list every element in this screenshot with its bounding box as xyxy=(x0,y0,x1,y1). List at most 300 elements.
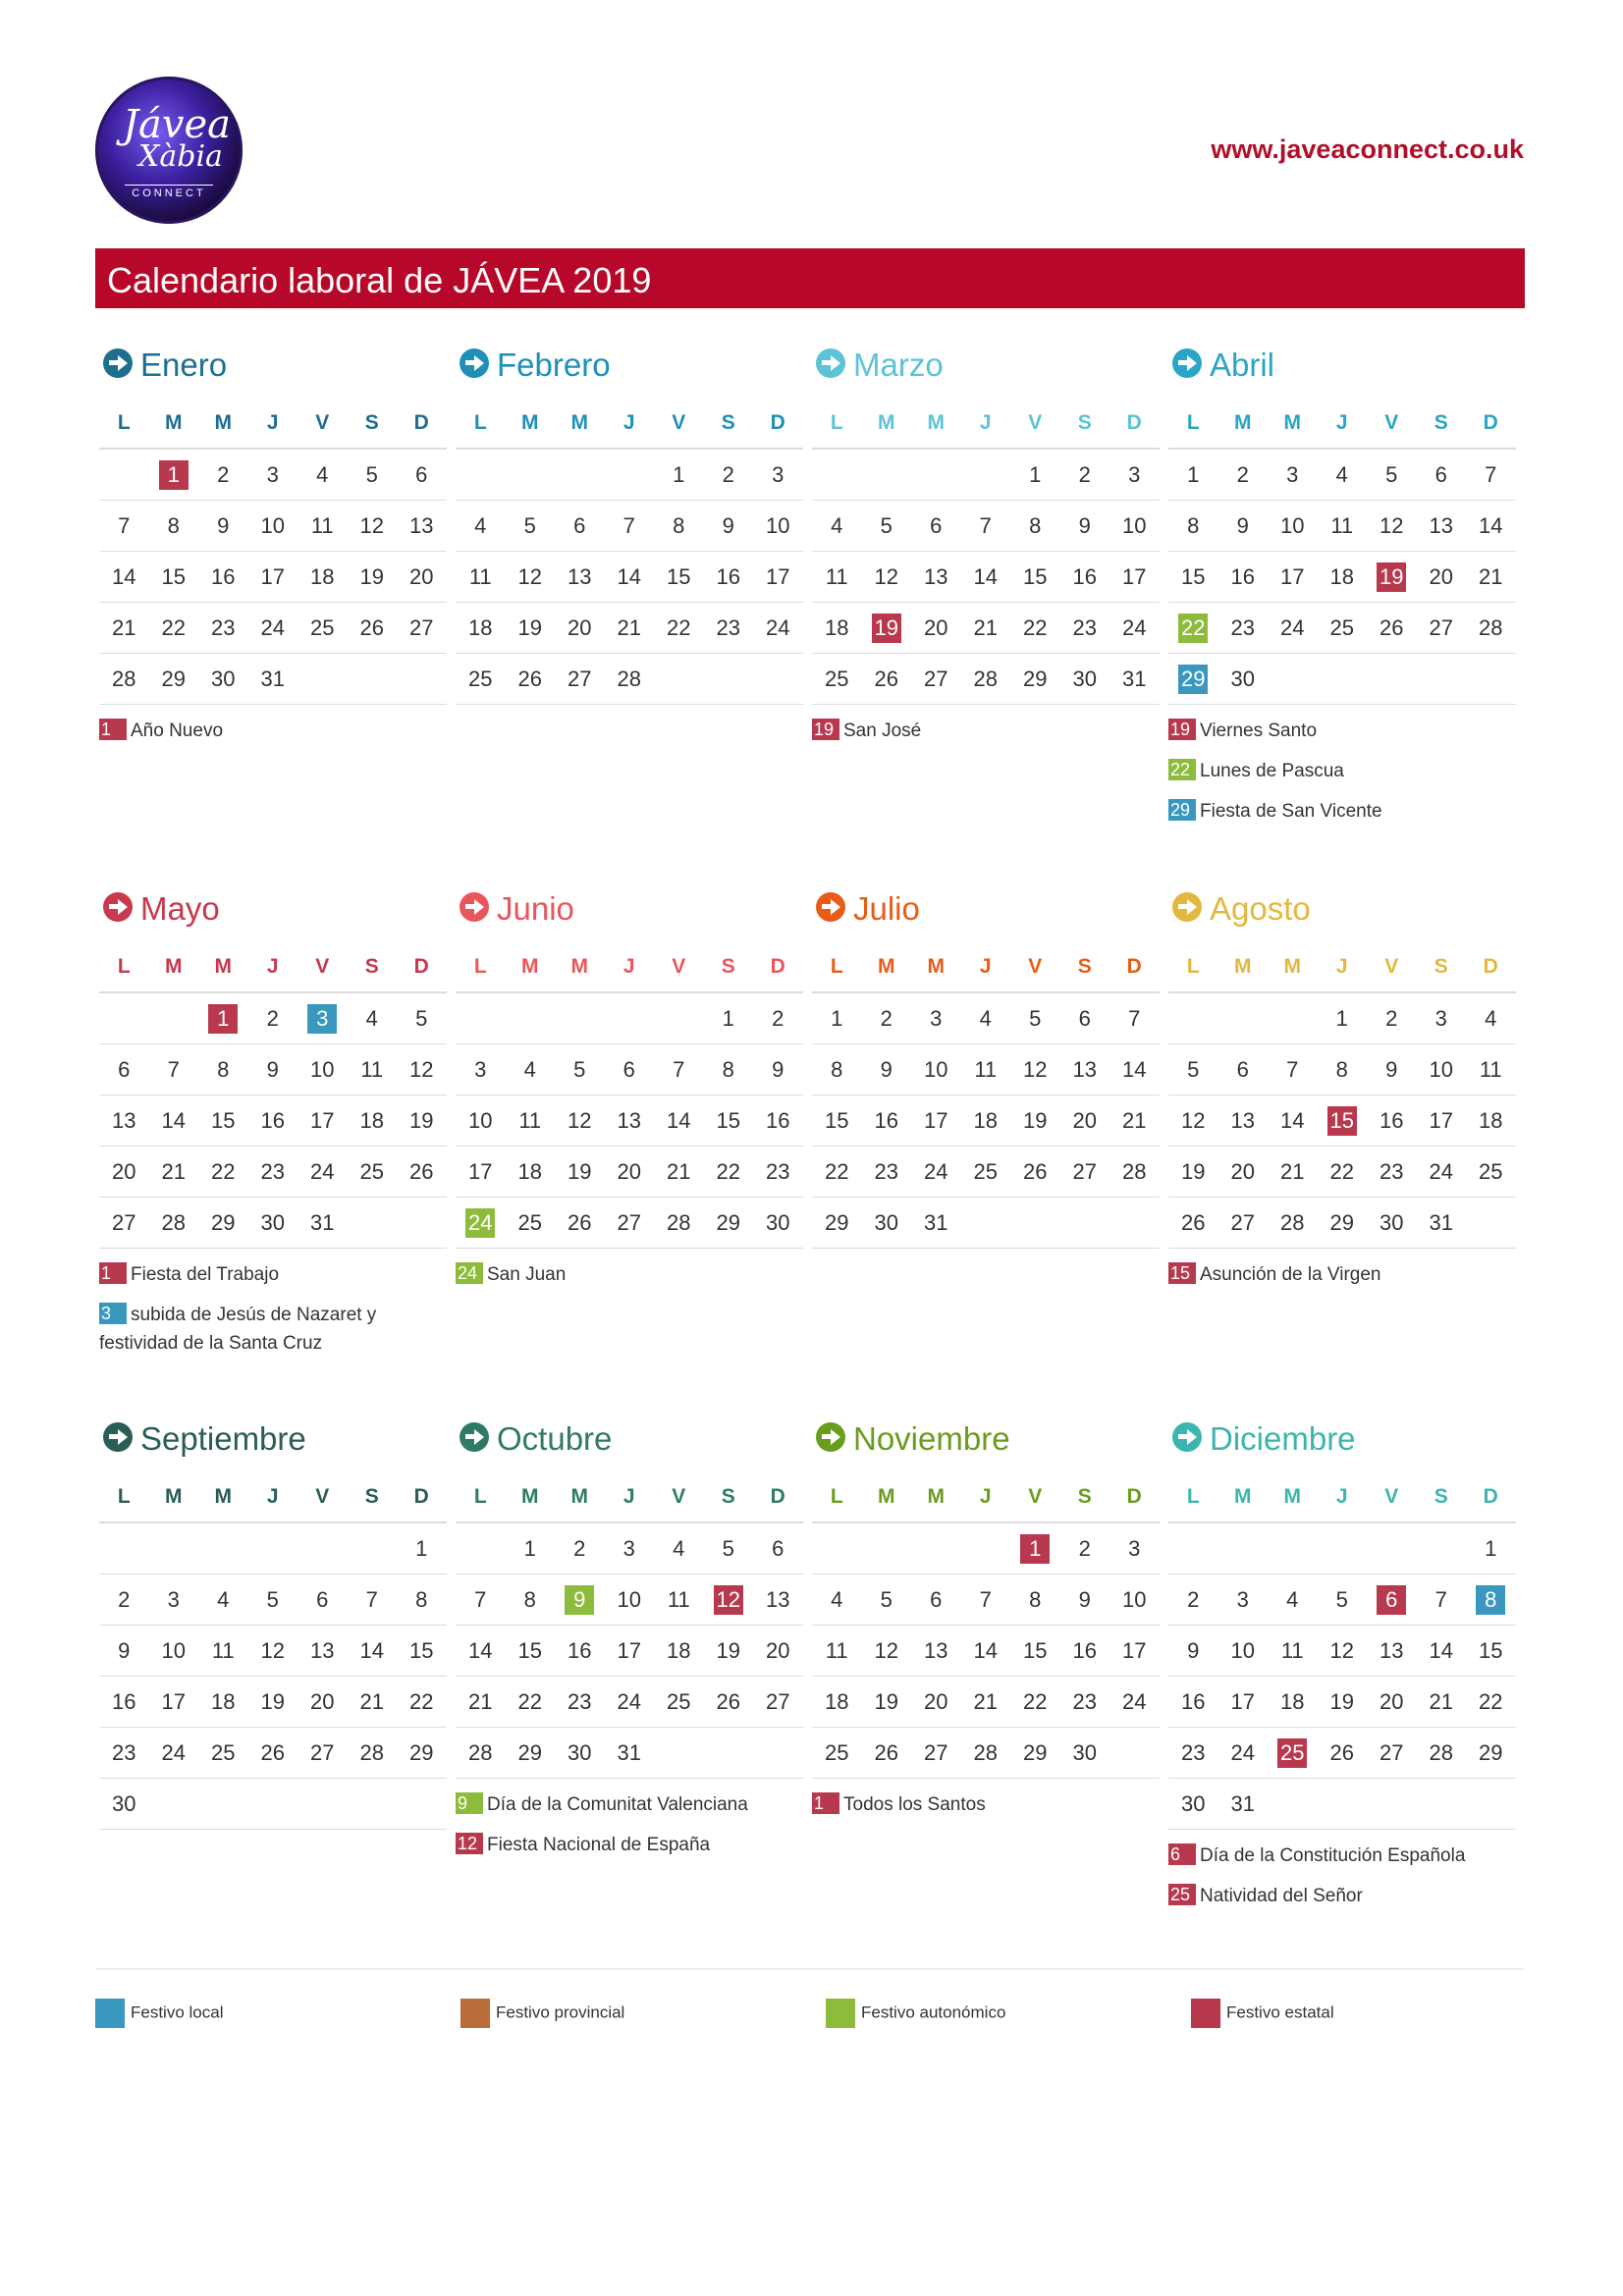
day-cell[interactable]: 13 xyxy=(112,1107,136,1133)
day-cell[interactable]: 29 xyxy=(517,1739,542,1765)
day-cell[interactable]: 29 xyxy=(211,1209,236,1235)
day-cell[interactable]: 15 xyxy=(825,1107,849,1133)
day-cell[interactable]: 25 xyxy=(825,1739,849,1765)
day-cell[interactable]: 17 xyxy=(161,1688,186,1714)
day-cell[interactable]: 11 xyxy=(468,563,492,589)
day-cell[interactable]: 28 xyxy=(1280,1209,1305,1235)
day-cell[interactable]: 20 xyxy=(1380,1688,1404,1714)
day-cell[interactable]: 24 xyxy=(766,614,790,640)
day-cell[interactable]: 30 xyxy=(1072,666,1097,691)
day-cell[interactable]: 8 xyxy=(167,512,180,538)
day-cell[interactable]: 27 xyxy=(112,1209,136,1235)
day-cell[interactable]: 5 xyxy=(1385,461,1398,487)
day-cell[interactable]: 1 xyxy=(1485,1535,1497,1561)
day-cell[interactable]: 3 xyxy=(1128,461,1141,487)
day-cell[interactable]: 9 xyxy=(880,1056,893,1082)
day-cell[interactable]: 7 xyxy=(118,512,131,538)
day-cell[interactable]: 20 xyxy=(924,614,948,640)
day-cell[interactable]: 21 xyxy=(112,614,136,640)
day-cell[interactable]: 14 xyxy=(973,1637,998,1663)
day-cell[interactable]: 4 xyxy=(831,1586,843,1612)
day-cell[interactable]: 22 xyxy=(825,1158,849,1184)
day-cell[interactable]: 21 xyxy=(617,614,641,640)
day-cell[interactable]: 13 xyxy=(617,1107,641,1133)
day-cell[interactable]: 27 xyxy=(1380,1739,1404,1765)
day-cell[interactable]: 24 xyxy=(617,1688,641,1714)
day-cell[interactable]: 21 xyxy=(359,1688,384,1714)
day-cell[interactable]: 18 xyxy=(1280,1688,1305,1714)
day-cell[interactable] xyxy=(456,1208,506,1238)
day-cell[interactable]: 15 xyxy=(161,563,186,589)
day-cell[interactable]: 9 xyxy=(722,512,734,538)
day-cell[interactable]: 22 xyxy=(1329,1158,1354,1184)
day-cell[interactable]: 27 xyxy=(310,1739,335,1765)
day-cell[interactable]: 28 xyxy=(667,1209,691,1235)
day-cell[interactable]: 20 xyxy=(766,1637,790,1663)
day-cell[interactable]: 6 xyxy=(1236,1056,1249,1082)
day-cell[interactable]: 21 xyxy=(1429,1688,1453,1714)
day-cell[interactable]: 23 xyxy=(568,1688,592,1714)
day-cell[interactable]: 9 xyxy=(1187,1637,1200,1663)
day-cell[interactable]: 6 xyxy=(622,1056,635,1082)
day-cell[interactable]: 12 xyxy=(409,1056,434,1082)
day-cell[interactable]: 20 xyxy=(617,1158,641,1184)
day-cell[interactable]: 9 xyxy=(266,1056,279,1082)
day-cell[interactable]: 14 xyxy=(161,1107,186,1133)
day-cell[interactable]: 30 xyxy=(112,1790,136,1816)
day-cell[interactable]: 26 xyxy=(874,1739,898,1765)
day-cell[interactable]: 4 xyxy=(673,1535,685,1561)
day-cell[interactable]: 12 xyxy=(517,563,542,589)
day-cell[interactable]: 17 xyxy=(1280,563,1305,589)
day-cell[interactable]: 2 xyxy=(1236,461,1249,487)
day-cell[interactable]: 19 xyxy=(359,563,384,589)
day-cell[interactable]: 20 xyxy=(409,563,434,589)
day-cell[interactable]: 20 xyxy=(310,1688,335,1714)
site-url-link[interactable]: www.javeaconnect.co.uk xyxy=(1211,134,1524,164)
day-cell[interactable]: 17 xyxy=(260,563,285,589)
day-cell[interactable]: 19 xyxy=(409,1107,434,1133)
day-cell[interactable]: 12 xyxy=(1380,512,1404,538)
day-cell[interactable]: 22 xyxy=(1023,614,1048,640)
day-cell[interactable]: 26 xyxy=(517,666,542,691)
day-cell[interactable]: 17 xyxy=(1429,1107,1453,1133)
day-cell[interactable]: 9 xyxy=(1385,1056,1398,1082)
day-cell[interactable]: 30 xyxy=(1072,1739,1097,1765)
day-cell[interactable]: 6 xyxy=(573,512,586,538)
day-cell[interactable]: 19 xyxy=(1023,1107,1048,1133)
day-cell[interactable]: 16 xyxy=(1181,1688,1206,1714)
day-cell[interactable]: 16 xyxy=(211,563,236,589)
day-cell[interactable]: 16 xyxy=(1072,1637,1097,1663)
day-cell[interactable]: 4 xyxy=(1286,1586,1299,1612)
day-cell[interactable]: 29 xyxy=(1023,666,1048,691)
day-cell[interactable]: 24 xyxy=(1122,1688,1147,1714)
day-cell[interactable]: 10 xyxy=(1122,512,1147,538)
day-cell[interactable]: 24 xyxy=(260,614,285,640)
day-cell[interactable]: 27 xyxy=(1230,1209,1255,1235)
day-cell[interactable]: 2 xyxy=(266,1005,279,1031)
day-cell[interactable]: 17 xyxy=(1122,563,1147,589)
day-cell[interactable]: 20 xyxy=(112,1158,136,1184)
day-cell[interactable]: 23 xyxy=(1181,1739,1206,1765)
day-cell[interactable]: 14 xyxy=(112,563,136,589)
day-cell[interactable]: 7 xyxy=(979,1586,992,1612)
day-cell[interactable]: 1 xyxy=(1187,461,1200,487)
day-cell[interactable]: 9 xyxy=(1078,1586,1091,1612)
day-cell[interactable]: 16 xyxy=(1380,1107,1404,1133)
day-cell[interactable]: 4 xyxy=(316,461,329,487)
day-cell[interactable]: 25 xyxy=(973,1158,998,1184)
day-cell[interactable]: 11 xyxy=(211,1637,235,1663)
day-cell[interactable]: 18 xyxy=(973,1107,998,1133)
day-cell[interactable]: 2 xyxy=(1078,461,1091,487)
day-cell[interactable]: 7 xyxy=(1485,461,1497,487)
day-cell[interactable]: 22 xyxy=(517,1688,542,1714)
day-cell[interactable]: 31 xyxy=(1429,1209,1453,1235)
day-cell[interactable]: 18 xyxy=(517,1158,542,1184)
day-cell[interactable] xyxy=(704,1585,754,1615)
day-cell[interactable]: 28 xyxy=(468,1739,493,1765)
day-cell[interactable]: 28 xyxy=(617,666,641,691)
day-cell[interactable]: 23 xyxy=(874,1158,898,1184)
day-cell[interactable]: 3 xyxy=(167,1586,180,1612)
day-cell[interactable]: 17 xyxy=(924,1107,948,1133)
day-cell[interactable]: 9 xyxy=(772,1056,784,1082)
day-cell[interactable]: 11 xyxy=(1479,1056,1502,1082)
day-cell[interactable]: 1 xyxy=(1029,461,1042,487)
day-cell[interactable]: 17 xyxy=(1122,1637,1147,1663)
day-cell[interactable]: 22 xyxy=(409,1688,434,1714)
day-cell[interactable]: 4 xyxy=(217,1586,230,1612)
day-cell[interactable]: 31 xyxy=(1230,1790,1255,1816)
day-cell[interactable]: 22 xyxy=(161,614,186,640)
day-cell[interactable]: 21 xyxy=(973,1688,998,1714)
day-cell[interactable]: 30 xyxy=(766,1209,790,1235)
day-cell[interactable]: 24 xyxy=(1429,1158,1453,1184)
day-cell[interactable]: 1 xyxy=(415,1535,428,1561)
day-cell[interactable]: 19 xyxy=(874,1688,898,1714)
day-cell[interactable]: 24 xyxy=(1230,1739,1255,1765)
day-cell[interactable]: 14 xyxy=(667,1107,691,1133)
day-cell[interactable]: 19 xyxy=(517,614,542,640)
day-cell[interactable]: 7 xyxy=(365,1586,378,1612)
day-cell[interactable]: 4 xyxy=(1485,1005,1497,1031)
day-cell[interactable]: 15 xyxy=(517,1637,542,1663)
day-cell[interactable]: 7 xyxy=(474,1586,487,1612)
day-cell[interactable]: 8 xyxy=(523,1586,536,1612)
day-cell[interactable]: 28 xyxy=(973,1739,998,1765)
day-cell[interactable]: 24 xyxy=(1122,614,1147,640)
day-cell[interactable]: 1 xyxy=(673,461,685,487)
day-cell[interactable]: 14 xyxy=(1479,512,1503,538)
day-cell[interactable]: 18 xyxy=(211,1688,236,1714)
day-cell[interactable]: 13 xyxy=(924,563,948,589)
day-cell[interactable]: 12 xyxy=(874,563,898,589)
day-cell[interactable]: 16 xyxy=(766,1107,790,1133)
day-cell[interactable]: 24 xyxy=(161,1739,186,1765)
day-cell[interactable]: 20 xyxy=(1429,563,1453,589)
day-cell[interactable]: 17 xyxy=(468,1158,493,1184)
day-cell[interactable]: 25 xyxy=(211,1739,236,1765)
day-cell[interactable]: 18 xyxy=(310,563,335,589)
day-cell[interactable]: 5 xyxy=(266,1586,279,1612)
day-cell[interactable] xyxy=(198,1004,248,1034)
day-cell[interactable]: 7 xyxy=(167,1056,180,1082)
day-cell[interactable]: 3 xyxy=(930,1005,943,1031)
day-cell[interactable]: 8 xyxy=(217,1056,230,1082)
day-cell[interactable]: 23 xyxy=(1072,614,1097,640)
day-cell[interactable] xyxy=(1466,1585,1516,1615)
day-cell[interactable]: 4 xyxy=(979,1005,992,1031)
day-cell[interactable] xyxy=(1367,562,1417,592)
day-cell[interactable]: 20 xyxy=(1230,1158,1255,1184)
day-cell[interactable]: 3 xyxy=(1236,1586,1249,1612)
day-cell[interactable]: 25 xyxy=(359,1158,384,1184)
day-cell[interactable]: 30 xyxy=(568,1739,592,1765)
day-cell[interactable]: 16 xyxy=(568,1637,592,1663)
day-cell[interactable]: 5 xyxy=(880,1586,893,1612)
day-cell[interactable]: 3 xyxy=(772,461,784,487)
day-cell[interactable]: 11 xyxy=(1280,1637,1304,1663)
day-cell[interactable]: 26 xyxy=(568,1209,592,1235)
day-cell[interactable]: 15 xyxy=(667,563,691,589)
day-cell[interactable]: 23 xyxy=(1380,1158,1404,1184)
day-cell[interactable]: 21 xyxy=(1479,563,1503,589)
day-cell[interactable]: 7 xyxy=(1128,1005,1141,1031)
day-cell[interactable]: 16 xyxy=(874,1107,898,1133)
day-cell[interactable]: 5 xyxy=(880,512,893,538)
day-cell[interactable]: 7 xyxy=(673,1056,685,1082)
day-cell[interactable]: 13 xyxy=(310,1637,335,1663)
day-cell[interactable]: 8 xyxy=(1029,1586,1042,1612)
day-cell[interactable]: 10 xyxy=(1230,1637,1255,1663)
day-cell[interactable]: 13 xyxy=(766,1586,790,1612)
day-cell[interactable]: 23 xyxy=(1072,1688,1097,1714)
day-cell[interactable]: 4 xyxy=(523,1056,536,1082)
day-cell[interactable]: 6 xyxy=(930,1586,943,1612)
day-cell[interactable]: 14 xyxy=(617,563,641,589)
day-cell[interactable]: 10 xyxy=(260,512,285,538)
day-cell[interactable]: 27 xyxy=(409,614,434,640)
day-cell[interactable]: 18 xyxy=(667,1637,691,1663)
day-cell[interactable]: 14 xyxy=(1122,1056,1147,1082)
day-cell[interactable]: 14 xyxy=(1429,1637,1453,1663)
day-cell[interactable]: 26 xyxy=(1329,1739,1354,1765)
day-cell[interactable] xyxy=(1168,614,1218,643)
day-cell[interactable]: 31 xyxy=(310,1209,335,1235)
day-cell[interactable]: 8 xyxy=(722,1056,734,1082)
day-cell[interactable]: 28 xyxy=(1122,1158,1147,1184)
day-cell[interactable]: 5 xyxy=(573,1056,586,1082)
day-cell[interactable]: 2 xyxy=(573,1535,586,1561)
day-cell[interactable]: 15 xyxy=(1479,1637,1503,1663)
day-cell[interactable]: 24 xyxy=(1280,614,1305,640)
day-cell[interactable]: 7 xyxy=(622,512,635,538)
day-cell[interactable]: 5 xyxy=(1335,1586,1348,1612)
day-cell[interactable]: 14 xyxy=(359,1637,384,1663)
day-cell[interactable]: 26 xyxy=(1181,1209,1206,1235)
day-cell[interactable]: 26 xyxy=(716,1688,740,1714)
day-cell[interactable]: 18 xyxy=(825,1688,849,1714)
day-cell[interactable]: 1 xyxy=(831,1005,843,1031)
day-cell[interactable]: 30 xyxy=(260,1209,285,1235)
day-cell[interactable]: 14 xyxy=(973,563,998,589)
day-cell[interactable]: 27 xyxy=(568,666,592,691)
day-cell[interactable] xyxy=(149,460,199,490)
day-cell[interactable]: 13 xyxy=(1072,1056,1097,1082)
day-cell[interactable]: 22 xyxy=(716,1158,740,1184)
day-cell[interactable]: 10 xyxy=(617,1586,641,1612)
day-cell[interactable]: 8 xyxy=(1335,1056,1348,1082)
day-cell[interactable]: 20 xyxy=(1072,1107,1097,1133)
day-cell[interactable]: 6 xyxy=(772,1535,784,1561)
day-cell[interactable]: 5 xyxy=(415,1005,428,1031)
day-cell[interactable]: 20 xyxy=(924,1688,948,1714)
day-cell[interactable]: 10 xyxy=(924,1056,948,1082)
day-cell[interactable]: 16 xyxy=(1072,563,1097,589)
day-cell[interactable]: 10 xyxy=(1122,1586,1147,1612)
day-cell[interactable]: 14 xyxy=(1280,1107,1305,1133)
day-cell[interactable]: 8 xyxy=(415,1586,428,1612)
day-cell[interactable]: 3 xyxy=(266,461,279,487)
day-cell[interactable]: 28 xyxy=(1429,1739,1453,1765)
day-cell[interactable]: 26 xyxy=(359,614,384,640)
day-cell[interactable]: 23 xyxy=(211,614,236,640)
day-cell[interactable]: 29 xyxy=(716,1209,740,1235)
day-cell[interactable]: 1 xyxy=(523,1535,536,1561)
day-cell[interactable] xyxy=(862,614,912,643)
day-cell[interactable]: 23 xyxy=(766,1158,790,1184)
day-cell[interactable]: 29 xyxy=(1329,1209,1354,1235)
day-cell[interactable]: 16 xyxy=(112,1688,136,1714)
day-cell[interactable]: 11 xyxy=(667,1586,690,1612)
day-cell[interactable]: 18 xyxy=(1329,563,1354,589)
day-cell[interactable]: 29 xyxy=(1479,1739,1503,1765)
day-cell[interactable]: 8 xyxy=(673,512,685,538)
day-cell[interactable]: 26 xyxy=(1023,1158,1048,1184)
day-cell[interactable]: 17 xyxy=(310,1107,335,1133)
day-cell[interactable]: 2 xyxy=(217,461,230,487)
day-cell[interactable]: 12 xyxy=(568,1107,592,1133)
day-cell[interactable]: 30 xyxy=(211,666,236,691)
day-cell[interactable]: 23 xyxy=(716,614,740,640)
day-cell[interactable]: 22 xyxy=(667,614,691,640)
day-cell[interactable]: 4 xyxy=(831,512,843,538)
day-cell[interactable]: 22 xyxy=(1023,1688,1048,1714)
day-cell[interactable]: 12 xyxy=(1181,1107,1206,1133)
day-cell[interactable]: 19 xyxy=(716,1637,740,1663)
day-cell[interactable]: 28 xyxy=(973,666,998,691)
day-cell[interactable]: 3 xyxy=(474,1056,487,1082)
day-cell[interactable]: 22 xyxy=(1479,1688,1503,1714)
day-cell[interactable]: 17 xyxy=(766,563,790,589)
day-cell[interactable]: 23 xyxy=(112,1739,136,1765)
day-cell[interactable]: 12 xyxy=(1023,1056,1048,1082)
day-cell[interactable]: 13 xyxy=(409,512,434,538)
day-cell[interactable]: 11 xyxy=(360,1056,384,1082)
day-cell[interactable]: 10 xyxy=(310,1056,335,1082)
day-cell[interactable]: 15 xyxy=(211,1107,236,1133)
day-cell[interactable]: 21 xyxy=(1122,1107,1147,1133)
day-cell[interactable] xyxy=(1168,665,1218,694)
day-cell[interactable]: 13 xyxy=(568,563,592,589)
day-cell[interactable]: 31 xyxy=(617,1739,641,1765)
day-cell[interactable]: 4 xyxy=(365,1005,378,1031)
day-cell[interactable]: 7 xyxy=(1286,1056,1299,1082)
day-cell[interactable]: 2 xyxy=(118,1586,131,1612)
day-cell[interactable]: 3 xyxy=(622,1535,635,1561)
day-cell[interactable]: 20 xyxy=(568,614,592,640)
day-cell[interactable]: 17 xyxy=(617,1637,641,1663)
day-cell[interactable]: 2 xyxy=(1385,1005,1398,1031)
day-cell[interactable]: 18 xyxy=(359,1107,384,1133)
day-cell[interactable]: 30 xyxy=(1230,666,1255,691)
day-cell[interactable]: 9 xyxy=(217,512,230,538)
day-cell[interactable]: 12 xyxy=(1329,1637,1354,1663)
day-cell[interactable]: 19 xyxy=(1329,1688,1354,1714)
day-cell[interactable]: 23 xyxy=(1230,614,1255,640)
day-cell[interactable] xyxy=(1268,1738,1318,1768)
day-cell[interactable]: 12 xyxy=(874,1637,898,1663)
day-cell[interactable]: 29 xyxy=(1023,1739,1048,1765)
day-cell[interactable]: 21 xyxy=(667,1158,691,1184)
day-cell[interactable]: 15 xyxy=(716,1107,740,1133)
day-cell[interactable]: 5 xyxy=(523,512,536,538)
day-cell[interactable]: 24 xyxy=(310,1158,335,1184)
day-cell[interactable]: 16 xyxy=(716,563,740,589)
day-cell[interactable]: 6 xyxy=(316,1586,329,1612)
day-cell[interactable]: 28 xyxy=(161,1209,186,1235)
day-cell[interactable] xyxy=(1367,1585,1417,1615)
day-cell[interactable]: 24 xyxy=(924,1158,948,1184)
day-cell[interactable]: 27 xyxy=(1429,614,1453,640)
day-cell[interactable]: 18 xyxy=(468,614,493,640)
day-cell[interactable]: 10 xyxy=(1429,1056,1453,1082)
day-cell[interactable]: 5 xyxy=(1187,1056,1200,1082)
day-cell[interactable]: 2 xyxy=(772,1005,784,1031)
day-cell[interactable]: 11 xyxy=(310,512,334,538)
day-cell[interactable]: 26 xyxy=(1380,614,1404,640)
day-cell[interactable]: 15 xyxy=(1023,563,1048,589)
day-cell[interactable]: 7 xyxy=(1434,1586,1447,1612)
day-cell[interactable]: 27 xyxy=(1072,1158,1097,1184)
day-cell[interactable]: 18 xyxy=(1479,1107,1503,1133)
day-cell[interactable]: 16 xyxy=(260,1107,285,1133)
day-cell[interactable]: 31 xyxy=(1122,666,1147,691)
day-cell[interactable]: 28 xyxy=(112,666,136,691)
day-cell[interactable]: 8 xyxy=(1187,512,1200,538)
day-cell[interactable]: 30 xyxy=(1380,1209,1404,1235)
day-cell[interactable]: 21 xyxy=(973,614,998,640)
day-cell[interactable]: 6 xyxy=(118,1056,131,1082)
day-cell[interactable]: 3 xyxy=(1286,461,1299,487)
day-cell[interactable]: 30 xyxy=(874,1209,898,1235)
day-cell[interactable]: 25 xyxy=(825,666,849,691)
day-cell[interactable]: 25 xyxy=(1479,1158,1503,1184)
day-cell[interactable]: 9 xyxy=(1078,512,1091,538)
day-cell[interactable]: 11 xyxy=(825,563,848,589)
day-cell[interactable] xyxy=(1010,1534,1060,1564)
day-cell[interactable]: 15 xyxy=(409,1637,434,1663)
day-cell[interactable]: 1 xyxy=(722,1005,734,1031)
day-cell[interactable]: 19 xyxy=(1181,1158,1206,1184)
day-cell[interactable]: 31 xyxy=(924,1209,948,1235)
day-cell[interactable]: 29 xyxy=(409,1739,434,1765)
day-cell[interactable]: 9 xyxy=(118,1637,131,1663)
day-cell[interactable]: 6 xyxy=(930,512,943,538)
day-cell[interactable]: 18 xyxy=(825,614,849,640)
